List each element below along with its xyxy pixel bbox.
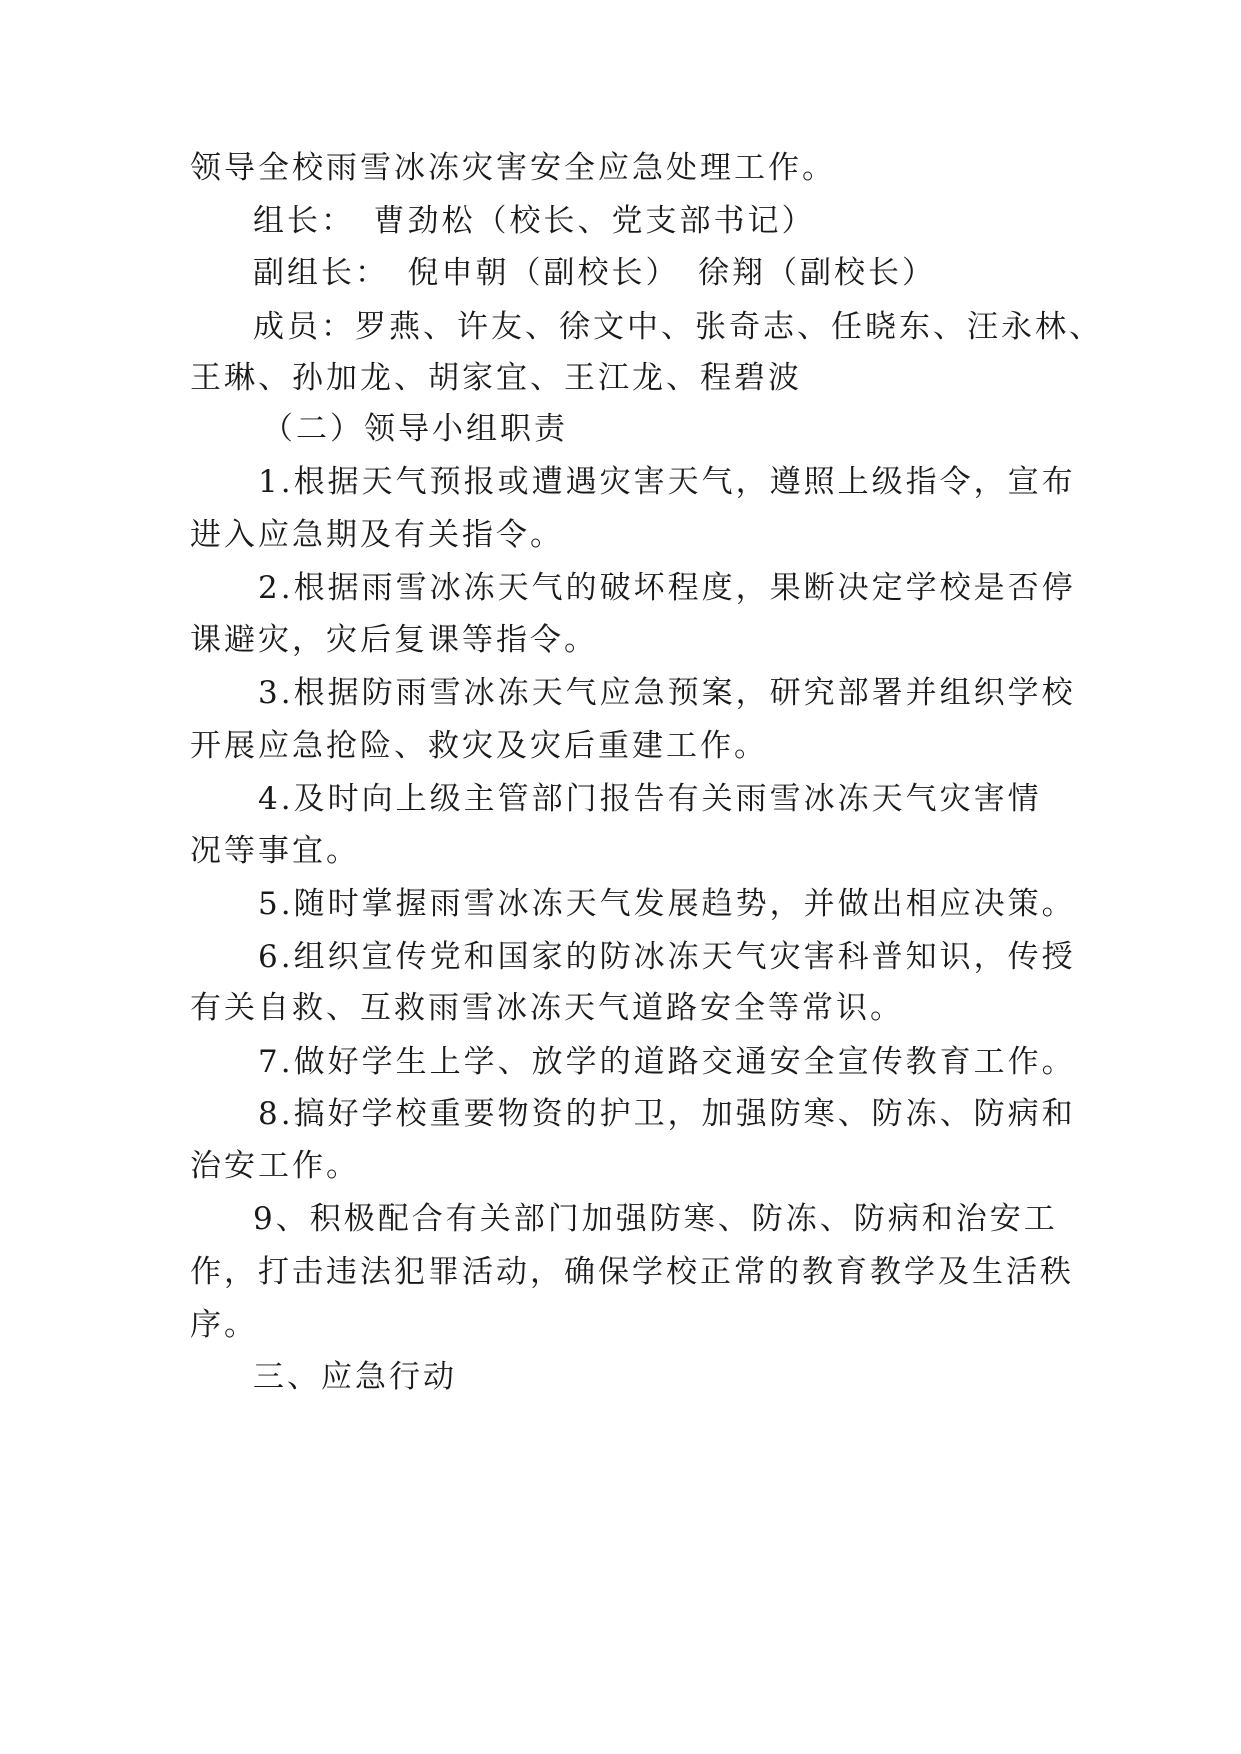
list-item: 6.组织宣传党和国家的防冰冻天气灾害科普知识，传授 — [258, 939, 1076, 975]
list-item: 9、积极配合有关部门加强防寒、防冻、防病和治安工 — [253, 1201, 1058, 1237]
section-heading: 三、应急行动 — [253, 1359, 457, 1395]
list-item: 8.搞好学校重要物资的护卫，加强防寒、防冻、防病和 — [258, 1096, 1076, 1132]
list-item: 5.随时掌握雨雪冰冻天气发展趋势，并做出相应决策。 — [258, 886, 1076, 922]
section-heading: （二）领导小组职责 — [262, 411, 568, 447]
text-line-members: 成员：罗燕、许友、徐文中、张奇志、任晓东、汪永林、 — [253, 309, 1103, 345]
text-line-deputy-leader: 副组长： 倪申朝（副校长） 徐翔（副校长） — [253, 255, 936, 291]
text-line: 王琳、孙加龙、胡家宜、王江龙、程碧波 — [190, 360, 802, 396]
list-item: 7.做好学生上学、放学的道路交通安全宣传教育工作。 — [258, 1044, 1076, 1080]
text-line: 序。 — [190, 1307, 258, 1343]
text-line: 领导全校雨雪冰冻灾害安全应急处理工作。 — [190, 150, 836, 186]
text-line: 进入应急期及有关指令。 — [190, 517, 564, 553]
text-line: 有关自救、互救雨雪冰冻天气道路安全等常识。 — [190, 990, 904, 1026]
text-line: 治安工作。 — [190, 1148, 360, 1184]
text-line: 课避灾，灾后复课等指令。 — [190, 622, 598, 658]
list-item: 4.及时向上级主管部门报告有关雨雪冰冻天气灾害情 — [258, 781, 1042, 817]
list-item: 1.根据天气预报或遭遇灾害天气，遵照上级指令，宣布 — [258, 464, 1076, 500]
text-line: 作，打击违法犯罪活动，确保学校正常的教育教学及生活秩 — [190, 1254, 1074, 1290]
text-line-group-leader: 组长： 曹劲松（校长、党支部书记） — [253, 203, 816, 239]
text-line: 况等事宜。 — [190, 833, 360, 869]
list-item: 2.根据雨雪冰冻天气的破坏程度，果断决定学校是否停 — [258, 570, 1076, 606]
list-item: 3.根据防雨雪冰冻天气应急预案，研究部署并组织学校 — [258, 675, 1076, 711]
text-line: 开展应急抢险、救灾及灾后重建工作。 — [190, 728, 768, 764]
